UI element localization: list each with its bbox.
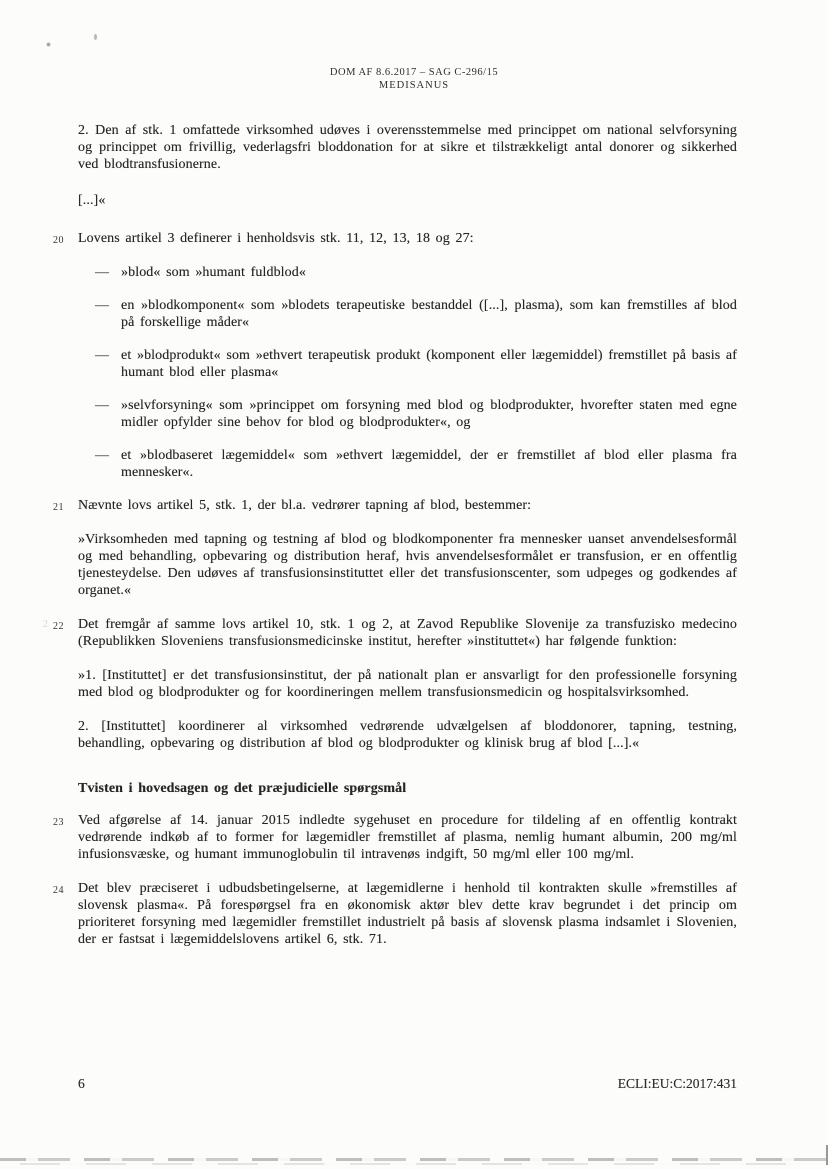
- paragraph-number: 24: [53, 885, 64, 896]
- dash-marker-icon: —: [95, 448, 110, 463]
- section-heading: Tvisten i hovedsagen og det præjudicielle spørgsmål: [78, 781, 407, 796]
- page-footer: [78, 1076, 737, 1092]
- definition-item: [95, 347, 737, 381]
- paragraph-text: Ved afgørelse af 14. januar 2015 indledte sygehuset en procedure for tildeling af en offentlig kontrakt vedrørende indkøb af to former for lægemidler fremstillet af plasma, nemlig humant albumin, 200 mg/ml infusionsvæske, og humant immunoglobulin til intravenøs indgift, 50 mg/ml eller 100 mg/ml.: [78, 813, 737, 862]
- quote-closing-mark: [...]«: [78, 193, 106, 208]
- definition-text: et »blodbaseret lægemiddel« som »ethvert lægemiddel, der er fremstillet af blod eller plasma fra mennesker«.: [121, 448, 737, 480]
- scan-speck-icon: [94, 34, 97, 40]
- definition-text: »blod« som »humant fuldblod«: [121, 265, 306, 280]
- paragraph-24: [53, 880, 737, 948]
- continued-quote-paragraph: 2. Den af stk. 1 omfattede virksomhed udøves i overensstemmelse med princippet om national selvforsyning og princippet om frivillig, vederlagsfri bloddonation for at sikre et tilstrækkeligt antal donorer og sikkerhed ved blodtransfusionerne.: [78, 123, 737, 172]
- paragraph-number: 23: [53, 817, 64, 828]
- scan-edge-artifact: [0, 1158, 828, 1161]
- paragraph-number: 22: [53, 621, 64, 632]
- institute-quote-1: »1. [Instituttet] er det transfusionsinstitut, der på nationalt plan er ansvarligt for den professionelle forsyning med blod og blodprodukter og for koordineringen mellem transfusionsmedicin og hospitalsvirksomhed.: [78, 668, 737, 700]
- paragraph-text: Nævnte lovs artikel 5, stk. 1, der bl.a. vedrører tapning af blod, bestemmer:: [78, 498, 532, 513]
- paragraph-text: Det blev præciseret i udbudsbetingelserne, at lægemidlerne i henhold til kontrakten skulle »fremstilles af slovensk plasma«. På forespørgsel fra en økonomisk aktør blev dette krav begrundet i det princip om prioriteret forsyning med lægemidler fremstillet industrielt på basis af slovensk plasma indsamlet i Slovenien, der er fastsat i lægemiddelslovens artikel 6, stk. 71.: [78, 881, 737, 947]
- institute-quote-2: 2. [Instituttet] koordinerer al virksomhed vedrørende udvælgelsen af bloddonorer, tapning, testning, behandling, opbevaring og distribution af blod og blodprodukter og klinisk brug af blod [...].«: [78, 719, 737, 751]
- page-number: 6: [78, 1076, 85, 1091]
- dash-marker-icon: —: [95, 398, 110, 413]
- definition-text: en »blodkomponent« som »blodets terapeutiske bestanddel ([...], plasma), som kan fremstilles af blod på forskellige måder«: [121, 298, 737, 330]
- definition-text: »selvforsyning« som »princippet om forsyning med blod og blodprodukter, hvorefter staten med egne midler opfylder sine behov for blod og blodprodukter«, og: [121, 398, 737, 430]
- paragraph-text: Det fremgår af samme lovs artikel 10, stk. 1 og 2, at Zavod Republike Slovenije za transfuzisko medecino (Republikken Sloveniens transfusionsmedicinske institut, herefter »instituttet«) har følgende funktion:: [78, 617, 737, 649]
- running-title: DOM AF 8.6.2017 – SAG C-296/15: [329, 67, 499, 78]
- definition-item: [95, 264, 737, 281]
- dash-marker-icon: —: [95, 348, 110, 363]
- paragraph-21: [53, 497, 737, 514]
- scan-speck-icon: [46, 42, 51, 47]
- document-body: [53, 122, 737, 948]
- paragraph-number: 20: [53, 235, 64, 246]
- scan-edge-artifact: [20, 1163, 800, 1165]
- ecli-reference: ECLI:EU:C:2017:431: [617, 1076, 737, 1091]
- dash-marker-icon: —: [95, 265, 110, 280]
- paragraph-23: [53, 812, 737, 863]
- paragraph-20: [53, 230, 737, 247]
- ghost-paragraph-number: 2: [43, 619, 48, 630]
- paragraph-text: Lovens artikel 3 definerer i henholdsvis stk. 11, 12, 13, 18 og 27:: [78, 231, 474, 246]
- dash-marker-icon: —: [95, 298, 110, 313]
- law-quote-paragraph: »Virksomheden med tapning og testning af blod og blodkomponenter fra mennesker uanset anvendelsesformål og med behandling, opbevaring og distribution heraf, hvis anvendelsesformålet er transfusion, er en offentlig tjenesteydelse. Den udøves af transfusionsinstituttet eller det transfusionscenter, som udpeges og godkendes af organet.«: [78, 532, 737, 598]
- definition-item: [95, 397, 737, 431]
- case-name: MEDISANUS: [378, 80, 450, 91]
- paragraph-22: [53, 616, 737, 650]
- page-header: [0, 0, 828, 92]
- definition-item: [95, 447, 737, 481]
- definition-text: et »blodprodukt« som »ethvert terapeutisk produkt (komponent eller lægemiddel) fremstillet på basis af humant blod eller plasma«: [121, 348, 737, 380]
- definitions-list: [95, 264, 737, 481]
- paragraph-number: 21: [53, 502, 64, 513]
- definition-item: [95, 297, 737, 331]
